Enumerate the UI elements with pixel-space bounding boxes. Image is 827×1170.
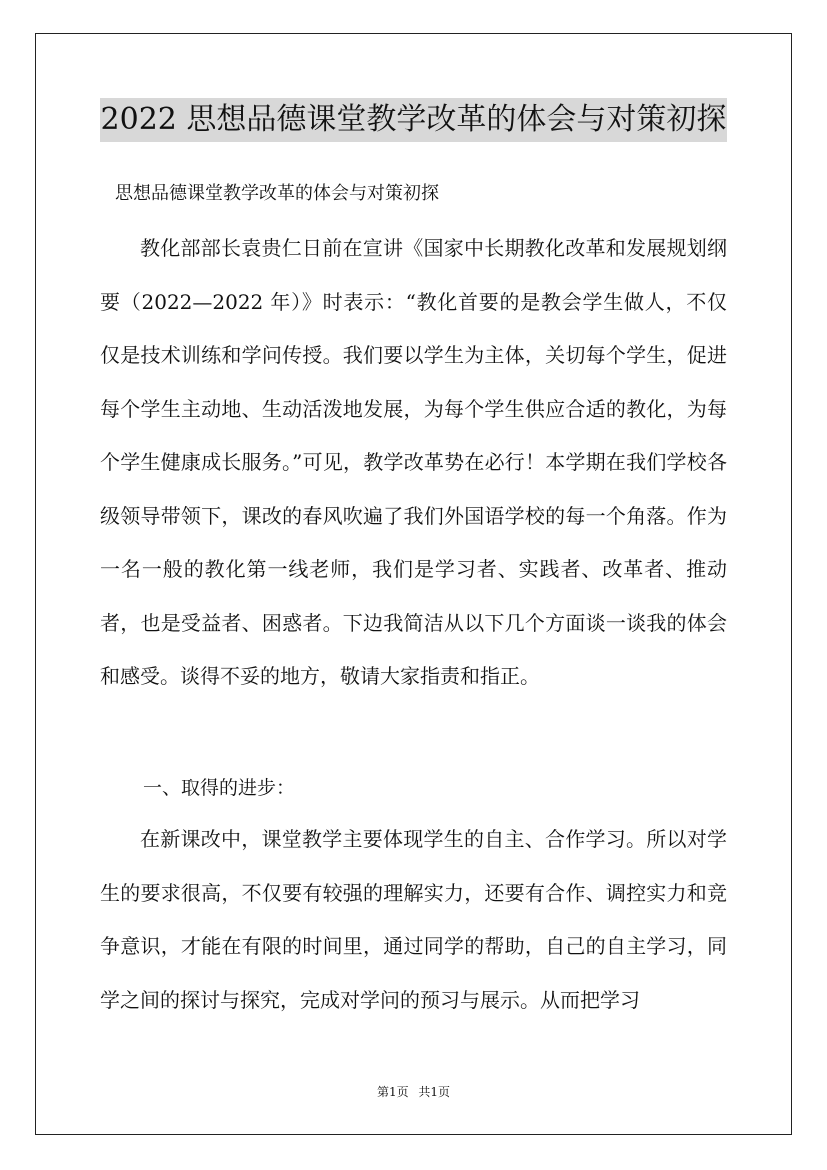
body-paragraph-1: 教化部部长袁贵仁日前在宣讲《国家中长期教化改革和发展规划纲要（2022—2022 年）》时表示：“教化首要的是教会学生做人，不仅仅是技术训练和学问传授。我们要以学生为主体，关切每个学生，促进每个学生主动地、生动活泼地发展，为每个学生供应合适的教化，为每个学生健康成长服务。”可见，教学改革势在必行！本学期在我们学校各级领导带领下，课改的春风吹遍了我们外国语学校的每一个角落。作为一名一般的教化第一线老师，我们是学习者、实践者、改革者、推动者，也是受益者、困惑者。下边我简洁从以下几个方面谈一谈我的体会和感受。谈得不妥的地方，敬请大家指责和指正。 <box>100 236 727 688</box>
page-number-current: 第1页 <box>376 1085 409 1099</box>
page-footer <box>0 1083 827 1101</box>
section-heading: 一、取得的进步： <box>143 777 296 799</box>
document-title: 2022 思想品德课堂教学改革的体会与对策初探 <box>100 98 727 142</box>
page-number-total: 共1页 <box>418 1085 451 1099</box>
document-subtitle: 思想品德课堂教学改革的体会与对策初探 <box>115 183 439 204</box>
body-paragraph-2: 在新课改中，课堂教学主要体现学生的自主、合作学习。所以对学生的要求很高，不仅要有较强的理解实力，还要有合作、调控实力和竞争意识，才能在有限的时间里，通过同学的帮助，自己的自主学习，同学之间的探讨与探究，完成对学问的预习与展示。从而把学习 <box>100 827 727 1012</box>
